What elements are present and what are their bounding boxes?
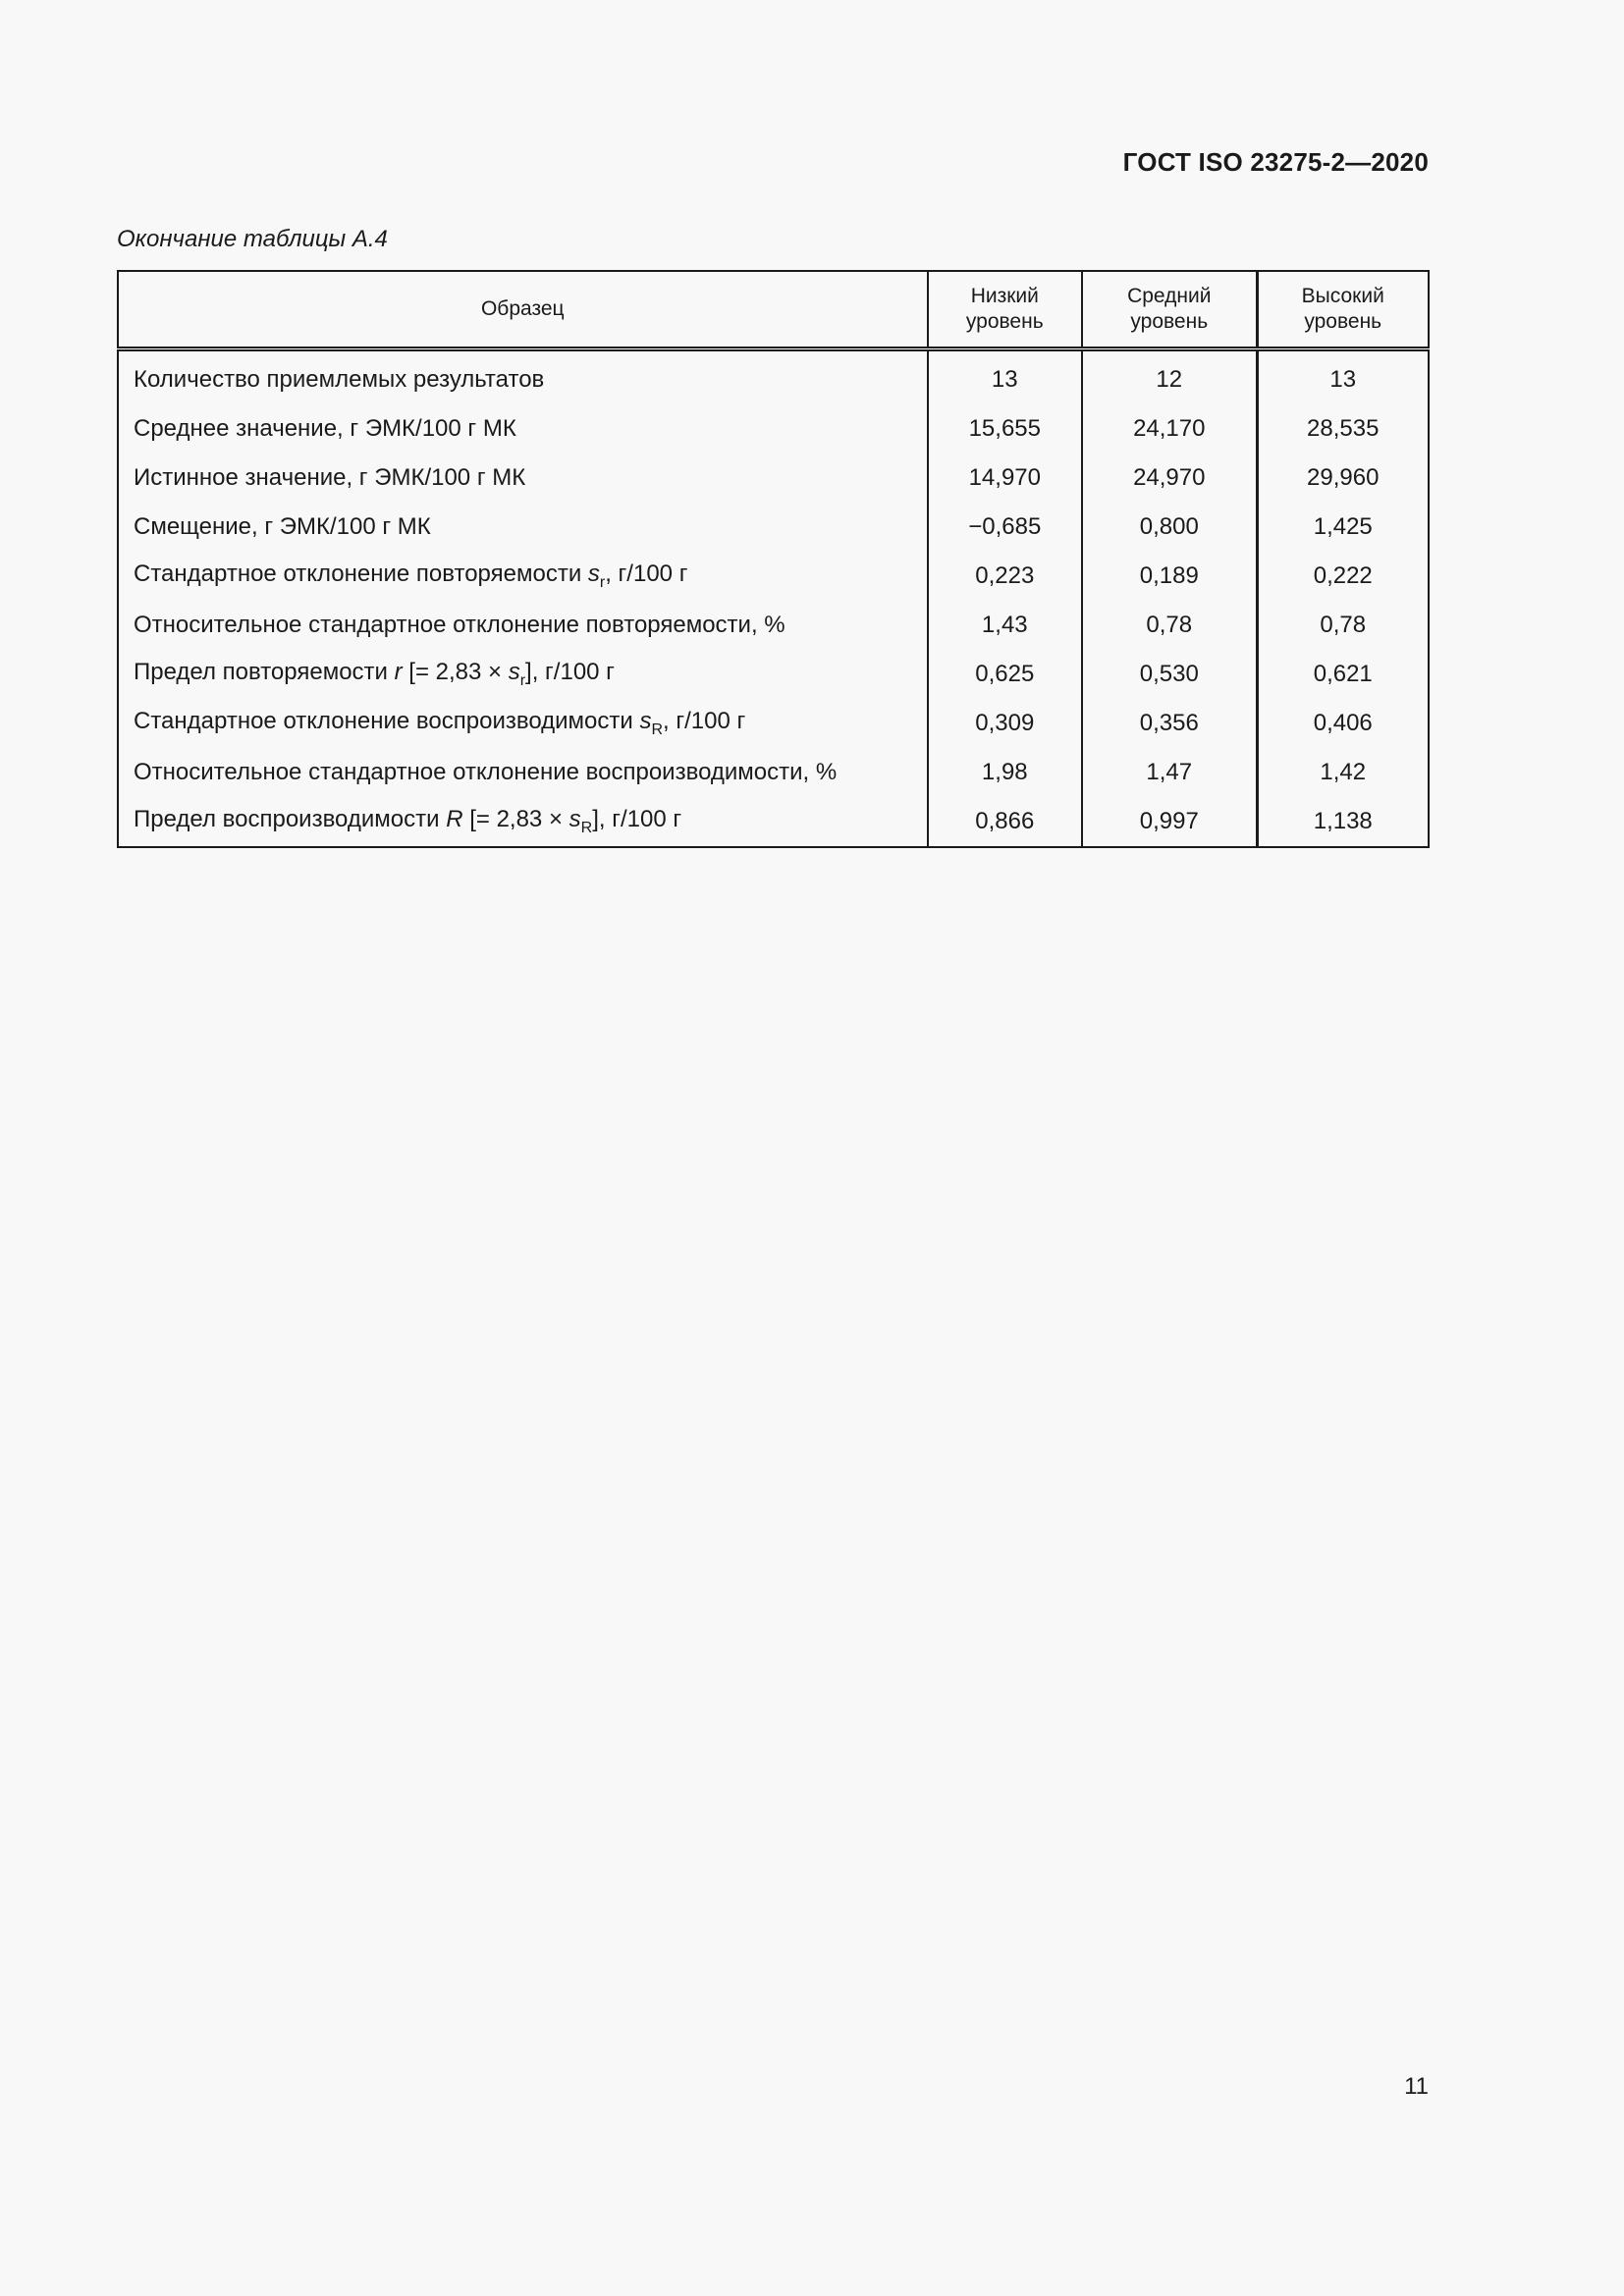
table-row	[118, 748, 1429, 797]
value-low: −0,685	[928, 503, 1083, 552]
value-mid: 24,170	[1082, 404, 1257, 454]
value-mid: 0,356	[1082, 699, 1257, 748]
value-high: 0,78	[1257, 601, 1429, 650]
table-row	[118, 404, 1429, 454]
value-high: 29,960	[1257, 454, 1429, 503]
table-caption: Окончание таблицы А.4	[117, 226, 388, 252]
row-label: Предел повторяемости r [= $2,83 \times s_r$], г/100 г	[118, 650, 928, 699]
table-row	[118, 699, 1429, 748]
row-label: Относительное стандартное отклонение воспроизводимости, %	[118, 748, 928, 797]
row-label: Стандартное отклонение повторяемости $s_r$, г/100 г	[118, 552, 928, 601]
value-low: 0,223	[928, 552, 1083, 601]
value-low: 14,970	[928, 454, 1083, 503]
value-mid: 0,800	[1082, 503, 1257, 552]
value-high: 0,621	[1257, 650, 1429, 699]
value-mid: 1,47	[1082, 748, 1257, 797]
value-mid: 0,189	[1082, 552, 1257, 601]
column-header-sample: Образец	[118, 271, 928, 349]
table-row	[118, 503, 1429, 552]
value-high: 1,42	[1257, 748, 1429, 797]
table-row	[118, 797, 1429, 847]
value-low: 13	[928, 349, 1083, 405]
value-high: 13	[1257, 349, 1429, 405]
column-header-mid: Средний уровень	[1082, 271, 1257, 349]
row-label: Истинное значение, г ЭМК/100 г МК	[118, 454, 928, 503]
value-mid: 0,997	[1082, 797, 1257, 847]
table-row	[118, 601, 1429, 650]
column-header-high: Высокий уровень	[1257, 271, 1429, 349]
table-row	[118, 650, 1429, 699]
value-high: 0,406	[1257, 699, 1429, 748]
value-mid: 0,530	[1082, 650, 1257, 699]
value-low: 1,98	[928, 748, 1083, 797]
row-label: Количество приемлемых результатов	[118, 349, 928, 405]
value-high: 1,138	[1257, 797, 1429, 847]
results-table	[117, 270, 1430, 848]
value-low: 0,309	[928, 699, 1083, 748]
value-low: 1,43	[928, 601, 1083, 650]
value-high: 28,535	[1257, 404, 1429, 454]
column-header-low: Низкий уровень	[928, 271, 1083, 349]
table-header-row	[118, 271, 1429, 349]
value-high: 0,222	[1257, 552, 1429, 601]
value-low: 15,655	[928, 404, 1083, 454]
row-label: Смещение, г ЭМК/100 г МК	[118, 503, 928, 552]
row-label: Среднее значение, г ЭМК/100 г МК	[118, 404, 928, 454]
value-low: 0,866	[928, 797, 1083, 847]
row-label: Стандартное отклонение воспроизводимости $s_R$, г/100 г	[118, 699, 928, 748]
table-row	[118, 349, 1429, 405]
table-row	[118, 454, 1429, 503]
value-mid: 24,970	[1082, 454, 1257, 503]
document-standard-number: ГОСТ ISO 23275-2—2020	[1122, 147, 1429, 177]
value-high: 1,425	[1257, 503, 1429, 552]
value-mid: 12	[1082, 349, 1257, 405]
value-low: 0,625	[928, 650, 1083, 699]
row-label: Предел воспроизводимости R [= $2,83 \times s_R$], г/100 г	[118, 797, 928, 847]
page-number: 11	[1404, 2073, 1429, 2100]
value-mid: 0,78	[1082, 601, 1257, 650]
table-row	[118, 552, 1429, 601]
row-label: Относительное стандартное отклонение повторяемости, %	[118, 601, 928, 650]
